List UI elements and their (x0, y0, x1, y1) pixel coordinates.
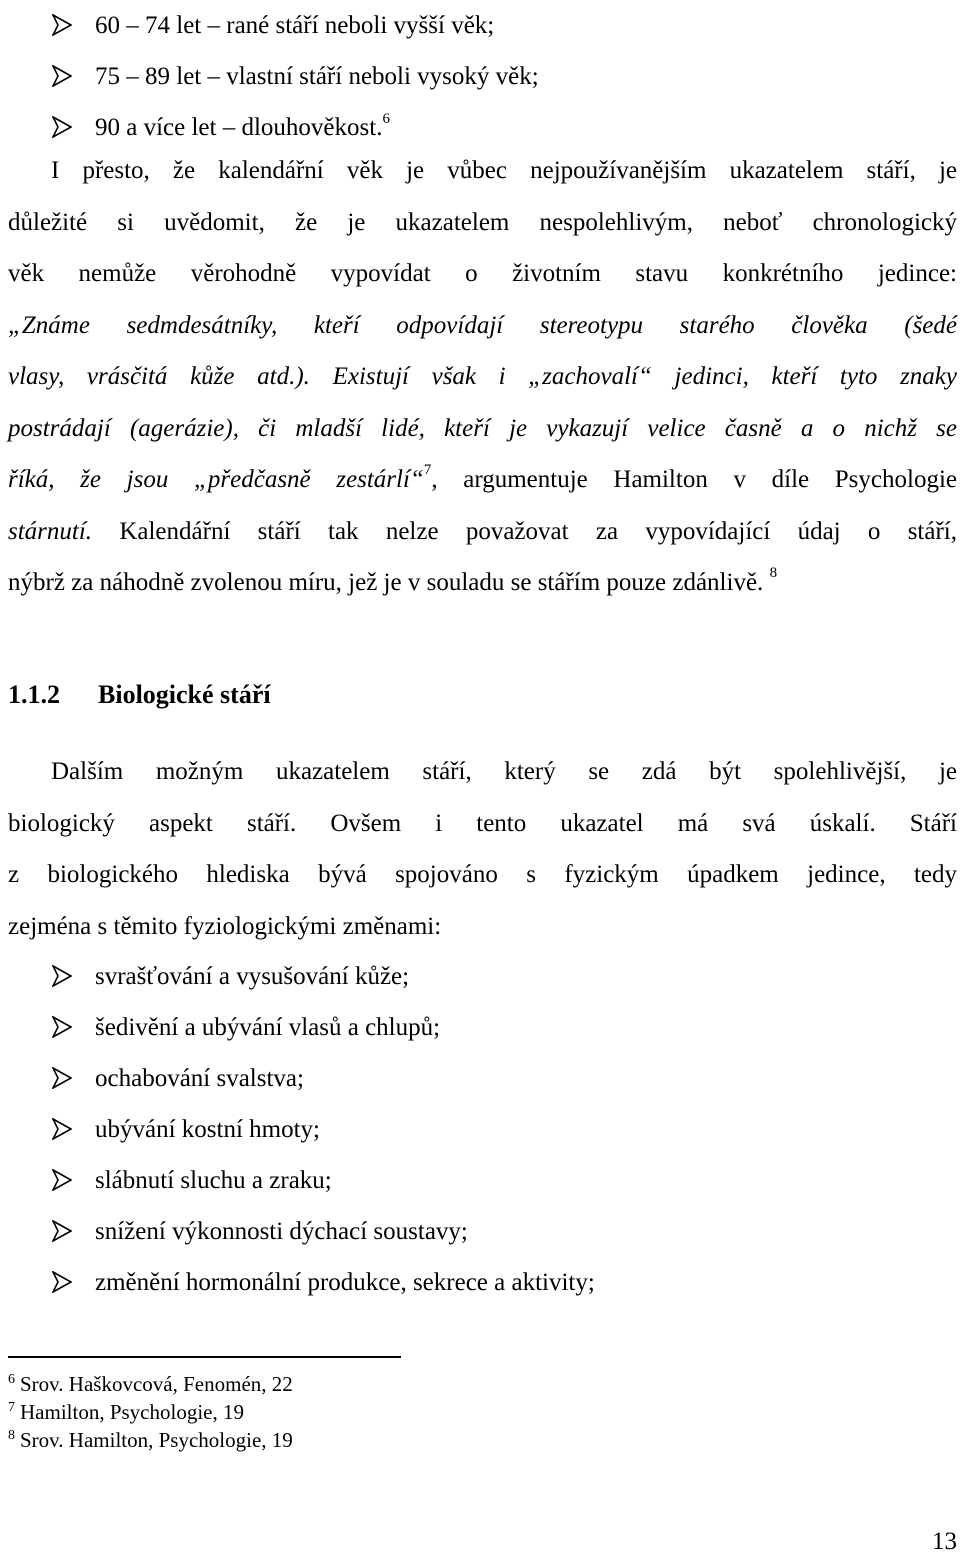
quote-text: „Známe sedmdesátníky, kteří odpovídají stereotypu starého člověka (šedé (8, 311, 957, 339)
arrowhead-bullet-icon (52, 0, 72, 51)
quote-text: vlasy, vrásčitá kůže atd.). (8, 363, 310, 390)
section-title: Biologické stáří (98, 680, 271, 709)
paragraph-line: zejména s těmito fyziologickými změnami: (8, 912, 442, 940)
list-item (0, 1155, 960, 1206)
paragraph-line (8, 557, 957, 609)
paragraph-line: Dalším možným ukazatelem stáří, který se zdá být spolehlivější, je (51, 758, 957, 785)
paragraph-line: biologický aspekt stáří. Ovšem i tento ukazatel má svá úskalí. Stáří (8, 809, 957, 837)
list-item-text: 75 – 89 let – vlastní stáří neboli vysoký věk; (95, 63, 539, 90)
quote-text: stárnutí. (8, 517, 93, 545)
list-item-text: svrašťování a vysušování kůže; (95, 963, 410, 990)
quote-text: postrádají (agerázie), či mladší lidé, kteří je vykazují velice časně a o nichž se (8, 414, 957, 442)
list-item (0, 1104, 960, 1155)
age-category-list (0, 0, 960, 153)
paragraph-text: nýbrž za náhodně zvolenou míru, jež je v souladu se stářím pouze zdánlivě. (8, 569, 764, 596)
arrowhead-bullet-icon (52, 951, 72, 1002)
list-item-text: 60 – 74 let – rané stáří neboli vyšší věk; (95, 12, 495, 39)
list-item-text: snížení výkonnosti dýchací soustavy; (95, 1218, 468, 1245)
footnote-number: 6 (8, 1372, 15, 1387)
paragraph-line (8, 403, 957, 455)
arrowhead-bullet-icon (52, 51, 72, 102)
footnote-text: Srov. Hamilton, Psychologie, 19 (20, 1428, 293, 1452)
list-item (0, 1002, 960, 1053)
list-item-text: 90 a více let – dlouhověkost. (95, 114, 383, 141)
paragraph-line: věk nemůže věrohodně vypovídat o životním stavu konkrétního jedince: (8, 260, 957, 287)
footnote-ref-7[interactable]: 7 (423, 461, 432, 478)
page-number: 13 (932, 1528, 957, 1555)
section-heading (8, 680, 271, 710)
footnote-divider (8, 1356, 401, 1358)
list-item-text: šedivění a ubývání vlasů a chlupů; (95, 1014, 441, 1041)
physiological-changes-list (0, 951, 960, 1308)
quote-text: říká, že jsou „předčasně zestárlí“ (8, 466, 424, 493)
arrowhead-bullet-icon (52, 1104, 72, 1155)
arrowhead-bullet-icon (52, 1257, 72, 1308)
paragraph-line: z biologického hlediska bývá spojováno s fyzickým úpadkem jedince, tedy (8, 861, 957, 888)
list-item-text: změnění hormonální produkce, sekrece a aktivity; (95, 1269, 595, 1296)
list-item (0, 1257, 960, 1308)
arrowhead-bullet-icon (52, 1206, 72, 1257)
arrowhead-bullet-icon (52, 1053, 72, 1104)
footnote-number: 7 (8, 1400, 15, 1415)
footnote-7 (8, 1398, 908, 1426)
arrowhead-bullet-icon (52, 1155, 72, 1206)
list-item (0, 951, 960, 1002)
list-item (0, 0, 960, 51)
list-item-text: slábnutí sluchu a zraku; (95, 1167, 332, 1194)
paragraph-text: , argumentuje Hamilton v díle Psychologie (431, 466, 957, 493)
list-item-text: ubývání kostní hmoty; (95, 1116, 320, 1143)
arrowhead-bullet-icon (52, 1002, 72, 1053)
paragraph-line (8, 454, 957, 506)
paragraph-line (8, 300, 957, 352)
footnote-text: Srov. Haškovcová, Fenomén, 22 (20, 1372, 293, 1396)
footnote-ref-8[interactable]: 8 (769, 564, 778, 581)
paragraph-line: I přesto, že kalendářní věk je vůbec nejpoužívanějším ukazatelem stáří, je (51, 157, 957, 184)
quote-text: Existují však i „zachovalí“ jedinci, kteří tyto znaky (332, 363, 957, 390)
footnote-8 (8, 1426, 908, 1454)
paragraph-line (8, 506, 957, 558)
footnote-ref-6[interactable]: 6 (382, 111, 390, 127)
paragraph-line: důležité si uvědomit, že je ukazatelem nespolehlivým, neboť chronologický (8, 208, 957, 236)
footnote-text: Hamilton, Psychologie, 19 (20, 1400, 244, 1424)
paragraph-biological-age (8, 746, 957, 952)
footnotes (8, 1370, 908, 1454)
list-item (0, 1053, 960, 1104)
footnote-6 (8, 1370, 908, 1398)
paragraph-line (8, 351, 957, 403)
footnote-number: 8 (8, 1428, 15, 1443)
list-item (0, 1206, 960, 1257)
list-item (0, 51, 960, 102)
list-item-text: ochabování svalstva; (95, 1065, 304, 1092)
paragraph-calendar-age (8, 145, 957, 609)
section-number: 1.1.2 (8, 680, 60, 709)
paragraph-text: Kalendářní stáří tak nelze považovat za vypovídající údaj o stáří, (92, 517, 957, 545)
